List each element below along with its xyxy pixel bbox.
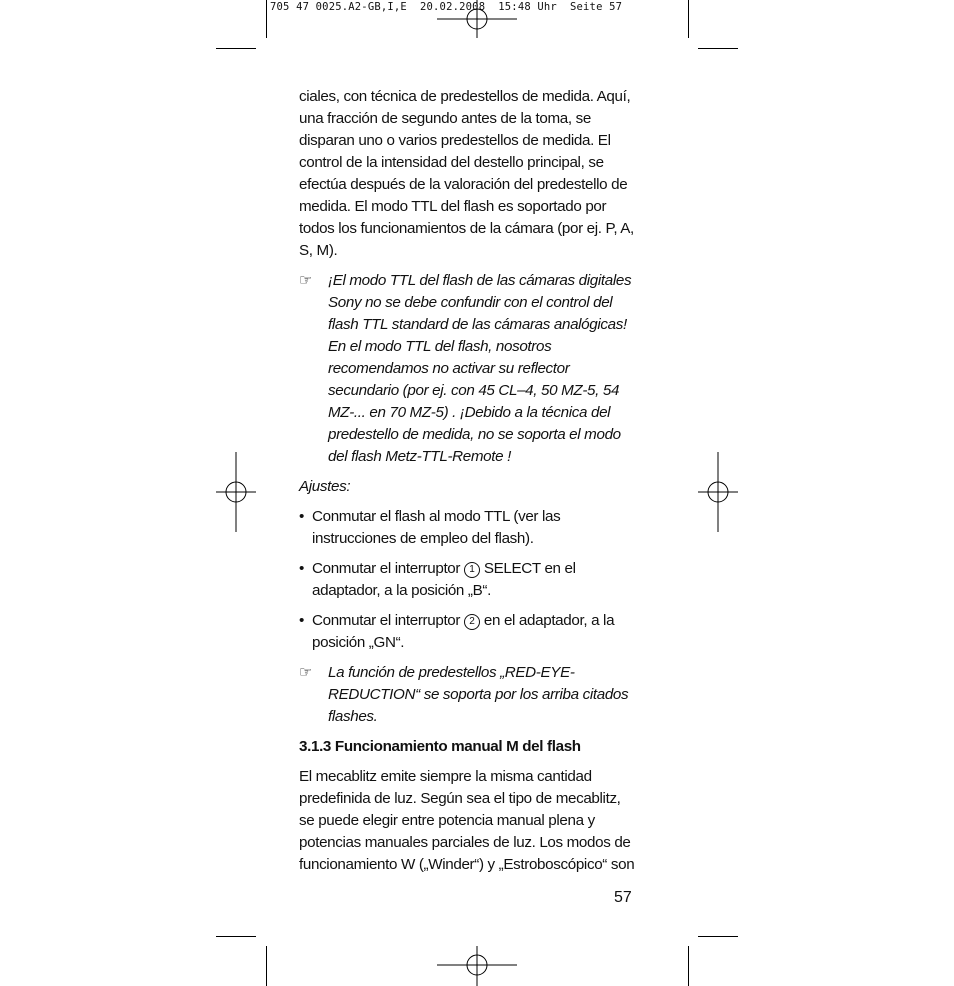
note-ttl-text: ¡El modo TTL del flash de las cámaras digitales Sony no se debe confundir con el control del flash TTL standard de las cámaras analógicas! En el modo TTL del flash, nosotros recomendamos no activar su reflector secundario (por ej. con 45 CL–4, 50 MZ-5, 54 MZ-... en 70 MZ-5) . ¡Debido a la técnica del predestello de medida, no se soporta el modo del flash Metz-TTL-Remote !: [328, 272, 632, 465]
bullet-text: SELECT en el adaptador, a la posición „B“.: [312, 560, 576, 599]
bullet-text: Conmutar el flash al modo TTL (ver las instrucciones de empleo del flash).: [312, 508, 561, 547]
list-item: [299, 558, 639, 602]
crop-mark-bottom-left-h: [216, 936, 256, 937]
pointing-hand-icon: ☞: [299, 664, 313, 681]
list-item: [299, 506, 639, 550]
bullet-dot: •: [299, 508, 304, 525]
bullet-text: Conmutar el interruptor: [312, 612, 461, 629]
note-red-eye: [299, 662, 639, 728]
registration-mark-right-icon: [698, 452, 738, 532]
note-red-eye-text: La función de predestellos „RED-EYE-REDUCTION“ se soporta por los arriba citados flashes.: [328, 664, 629, 725]
bullet-dot: •: [299, 560, 304, 577]
registration-mark-bottom-icon: [437, 946, 517, 986]
registration-mark-left-icon: [216, 452, 256, 532]
page-number: 57: [614, 889, 632, 906]
note-ttl-mode: [299, 270, 639, 468]
intro-paragraph: ciales, con técnica de predestellos de medida. Aquí, una fracción de segundo antes de la toma, se disparan uno o varios predestellos de medida. El control de la intensidad del destello principal, se efectúa después de la valoración del predestello de medida. El modo TTL del flash es soportado por todos los funcionamientos de la cámara (por ej. P, A, S, M).: [299, 88, 634, 259]
crop-mark-top-left-v: [266, 0, 267, 38]
settings-label: Ajustes:: [299, 478, 351, 495]
switch-number-badge: 2: [464, 614, 480, 630]
bullet-text: en el adaptador, a la posición „GN“.: [312, 612, 615, 651]
print-slug: 705 47 0025.A2-GB,I,E 20.02.2008 15:48 Uhr Seite 57: [270, 1, 623, 13]
registration-mark-top-icon: [437, 0, 517, 40]
crop-mark-bottom-right-h: [698, 936, 738, 937]
crop-mark-bottom-right-v: [688, 946, 689, 986]
crop-mark-top-left-h: [216, 48, 256, 49]
list-item: [299, 610, 639, 654]
crop-mark-top-right-v: [688, 0, 689, 38]
page-content: [299, 86, 639, 876]
section-paragraph: El mecablitz emite siempre la misma cantidad predefinida de luz. Según sea el tipo de mecablitz, se puede elegir entre potencia manual plena y potencias manuales parciales de luz. Los modos de funcionamiento W („Winder“) y „Estroboscópico“ son: [299, 768, 635, 873]
crop-mark-bottom-left-v: [266, 946, 267, 986]
crop-mark-top-right-h: [698, 48, 738, 49]
bullet-text: Conmutar el interruptor: [312, 560, 461, 577]
pointing-hand-icon: ☞: [299, 272, 313, 289]
switch-number-badge: 1: [464, 562, 480, 578]
section-heading: 3.1.3 Funcionamiento manual M del flash: [299, 738, 581, 755]
bullet-dot: •: [299, 612, 304, 629]
